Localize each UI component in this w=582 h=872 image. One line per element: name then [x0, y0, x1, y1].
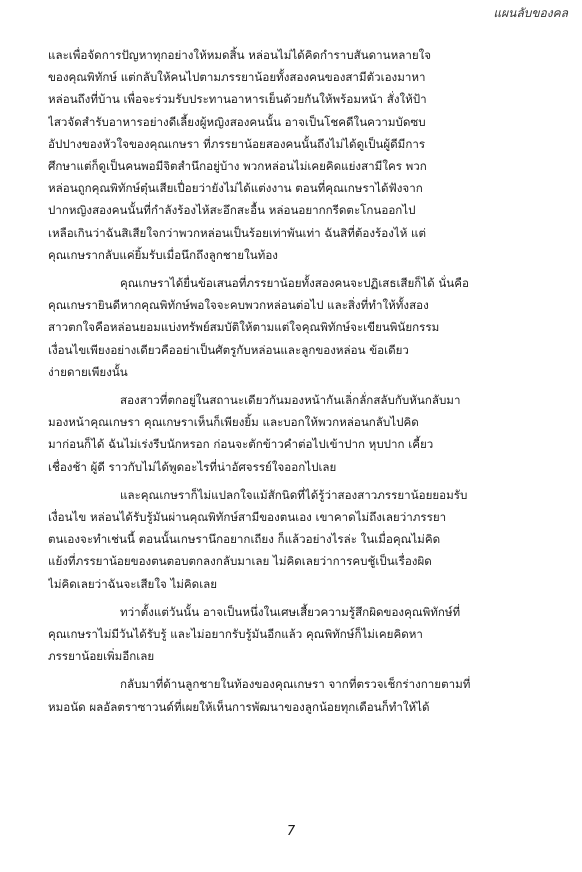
text-line: คุณเกษราได้ยื่นข้อเสนอที่ภรรยาน้อยทั้งสองคนจะปฏิเสธเสียก็ได้ นั่นคือ — [120, 276, 469, 291]
text-line: ของคุณพิทักษ์ แต่กลับให้คนไปตามภรรยาน้อยทั้งสองคนของสามีตัวเองมาหา — [48, 70, 426, 85]
paragraph — [48, 389, 558, 478]
text-line: ง่ายดายเพียงนั้น — [48, 364, 128, 379]
text-line: ศึกษาแต่ก็ดูเป็นคนพอมีจิตสำนึกอยู่บ้าง พวกหล่อนไม่เคยคิดแย่งสามีใคร พวก — [48, 159, 427, 174]
paragraph — [48, 601, 558, 668]
text-line: หล่อนถึงที่บ้าน เพื่อจะร่วมรับประทานอาหารเย็นด้วยกันให้พร้อมหน้า สั่งให้ป้า — [48, 92, 427, 107]
text-line: ตนเองจะทำเช่นนี้ ตอนนั้นเกษรานึกอยากเถียง ก็แล้วอย่างไรล่ะ ในเมื่อคุณไม่คิด — [48, 532, 441, 547]
text-line: ไสวจัดสำรับอาหารอย่างดีเลี้ยงผู้หญิงสองคนนั้น อาจเป็นโชคดีในความบัดซบ — [48, 114, 426, 129]
text-line: สาวตกใจคือหล่อนยอมแบ่งทรัพย์สมบัติให้ตามแต่ใจคุณพิทักษ์จะเขียนพินัยกรรม — [48, 320, 440, 335]
text-line: แย้งที่ภรรยาน้อยของตนตอบตกลงกลับมาเลย ไม่คิดเลยว่าการคบชู้เป็นเรื่องผิด — [48, 554, 432, 569]
running-header: แผนลับของคล — [493, 6, 568, 20]
text-line: เชื่องช้า ผู้ดี ราวกับไม่ได้พูดอะไรที่น่าอัศจรรย์ใจออกไปเลย — [48, 459, 337, 474]
text-line: สองสาวที่ตกอยู่ในสถานะเดียวกันมองหน้ากันเลิ่กลั่กสลับกับหันกลับมา — [120, 393, 461, 408]
text-line: ภรรยาน้อยเพิ่มอีกเลย — [48, 649, 155, 664]
text-line: มาก่อนก็ได้ ฉันไม่เร่งรีบนักหรอก ก่อนจะตักข้าวคำต่อไปเข้าปาก หุบปาก เคี้ยว — [48, 437, 434, 452]
text-line: ปากหญิงสองคนนั้นที่กำลังร้องไห้สะอึกสะอื้น หล่อนอยากกรีดตะโกนออกไป — [48, 203, 416, 218]
text-line: และเพื่อจัดการปัญหาทุกอย่างให้หมดสิ้น หล่อนไม่ได้คิดกำราบสันดานหลายใจ — [48, 48, 432, 62]
text-line: กลับมาที่ด้านลูกชายในท้องของคุณเกษรา จากที่ตรวจเช็กร่างกายตามที่ — [120, 677, 471, 692]
text-line: หมอนัด ผลอัลตราซาวนด์ที่เผยให้เห็นการพัฒนาของลูกน้อยทุกเดือนก็ทำให้ได้ — [48, 699, 430, 714]
text-line: อัปปางของหัวใจของคุณเกษรา ที่ภรรยาน้อยสองคนนั้นถึงไม่ได้ดูเป็นผู้ดีมีการ — [48, 136, 426, 151]
text-line: และคุณเกษราก็ไม่แปลกใจแม้สักนิดที่ได้รู้ว่าสองสาวภรรยาน้อยยอมรับ — [120, 487, 468, 502]
text-line: เงื่อนไขเพียงอย่างเดียวคืออย่าเป็นศัตรูกับหล่อนและลูกของหล่อน ข้อเดียว — [48, 342, 409, 357]
text-line: คุณเกษรากลับแค่ยิ้มรับเมื่อนึกถึงลูกชายในท้อง — [48, 247, 278, 262]
text-line: เงื่อนไข หล่อนได้รับรู้มันผ่านคุณพิทักษ์สามีของตนเอง เขาคาดไม่ถึงเลยว่าภรรยา — [48, 510, 447, 525]
paragraph — [48, 272, 558, 383]
paragraph — [48, 673, 558, 717]
text-line: ทว่าตั้งแต่วันนั้น อาจเป็นหนึ่งในเศษเสี้ยวความรู้สึกผิดของคุณพิทักษ์ที่ — [120, 604, 461, 619]
paragraph — [48, 484, 558, 595]
paragraph — [48, 44, 558, 266]
text-line: คุณเกษราไม่มีวันได้รับรู้ และไม่อยากรับรู้มันอีกแล้ว คุณพิทักษ์ก็ไม่เคยคิดหา — [48, 627, 423, 642]
text-line: ไม่คิดเลยว่าฉันจะเสียใจ ไม่คิดเลย — [48, 576, 218, 591]
page-number: 7 — [286, 824, 296, 839]
text-line: หล่อนถูกคุณพิทักษ์ตุ๋นเสียเปื่อยว่ายังไม่ได้แต่งงาน ตอนที่คุณเกษราได้ฟังจาก — [48, 181, 423, 196]
page-body — [48, 44, 558, 724]
text-line: มองหน้าคุณเกษรา คุณเกษราเห็นก็เพียงยิ้ม และบอกให้พวกหล่อนกลับไปคิด — [48, 415, 419, 430]
text-line: เหลือเกินว่าฉันสิเสียใจกว่าพวกหล่อนเป็นร้อยเท่าพันเท่า ฉันสิที่ต้องร้องไห้ แต่ — [48, 225, 427, 240]
text-line: คุณเกษรายินดีหากคุณพิทักษ์พอใจจะคบพวกหล่อนต่อไป และสิ่งที่ทำให้ทั้งสอง — [48, 298, 429, 313]
